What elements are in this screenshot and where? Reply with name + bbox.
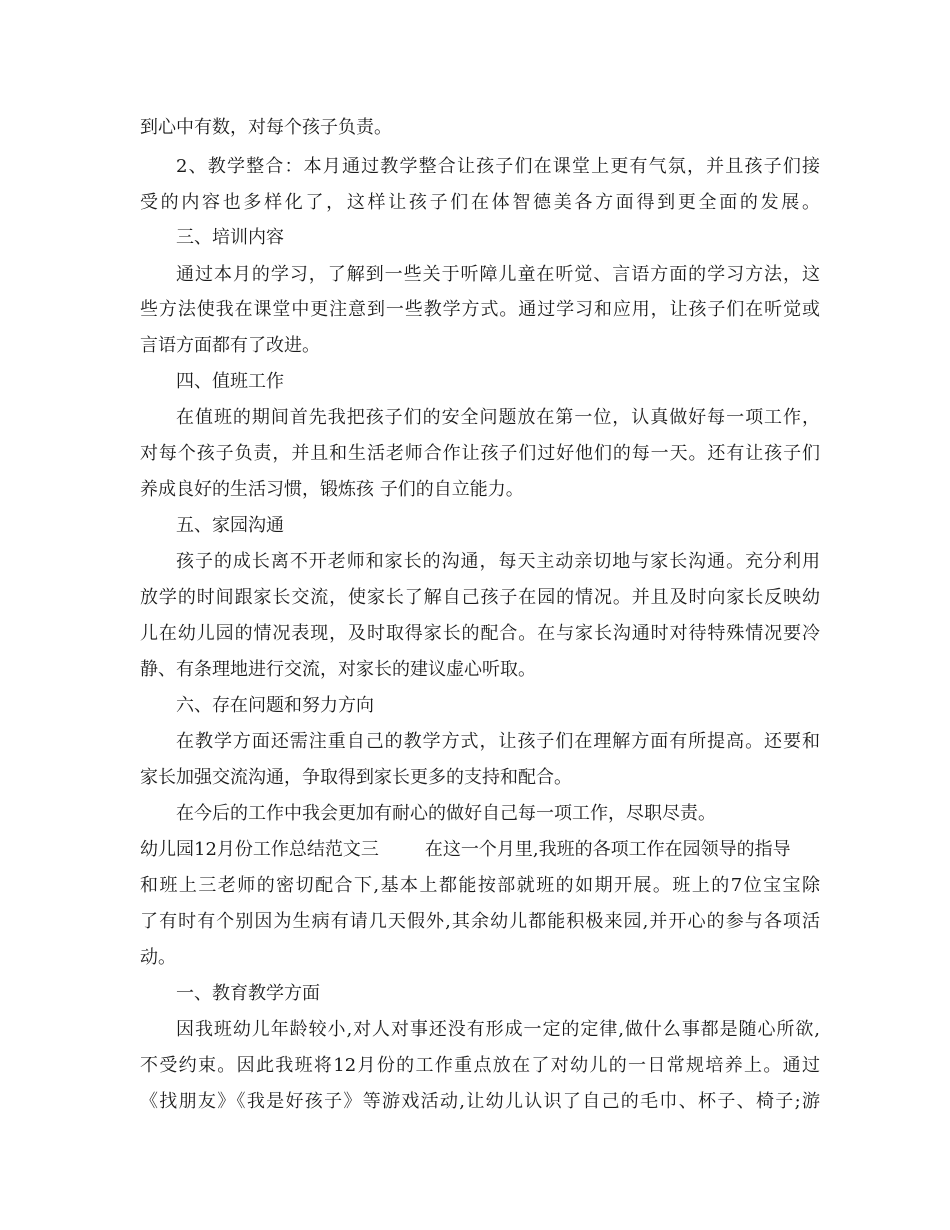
article-intro: 在这一个月里,我班的各项工作在园领导的指导: [424, 839, 791, 860]
body-text-line: 言语方面都有了改进。: [140, 335, 320, 356]
body-text-line: 因我班幼儿年龄较小,对人对事还没有形成一定的定律,做什么事都是随心所欲,: [176, 1019, 820, 1040]
body-text-line: 《找朋友》《我是好孩子》等游戏活动,让幼儿认识了自己的毛巾、杯子、椅子;游: [140, 1091, 820, 1112]
body-text-line: 在今后的工作中我会更加有耐心的做好自己每一项工作，尽职尽责。: [176, 803, 716, 824]
body-text-line: 到心中有数，对每个孩子负责。: [140, 117, 392, 138]
section-heading: 六、存在问题和努力方向: [176, 695, 374, 716]
body-text-line: 静、有条理地进行交流，对家长的建议虚心听取。: [140, 659, 536, 680]
body-text-line: 动。: [140, 947, 176, 968]
body-text-line: 在值班的期间首先我把孩子们的安全问题放在第一位，认真做好每一项工作，: [176, 407, 820, 428]
body-text-line: 家长加强交流沟通，争取得到家长更多的支持和配合。: [140, 767, 572, 788]
body-text-line: 不受约束。因此我班将12月份的工作重点放在了对幼儿的一日常规培养上。通过: [140, 1055, 820, 1076]
body-text-line: 孩子的成长离不开老师和家长的沟通，每天主动亲切地与家长沟通。充分利用: [176, 551, 820, 572]
article-title: 幼儿园12月份工作总结范文三: [140, 839, 379, 860]
section-heading: 四、值班工作: [176, 371, 284, 392]
article-title-line: [140, 837, 820, 863]
body-text-line: 和班上三老师的密切配合下,基本上都能按部就班的如期开展。班上的7位宝宝除: [140, 875, 820, 896]
body-text-line: 了有时有个别因为生病有请几天假外,其余幼儿都能积极来园,并开心的参与各项活: [140, 911, 820, 932]
body-text-line: 对每个孩子负责，并且和生活老师合作让孩子们过好他们的每一天。还有让孩子们: [140, 443, 820, 464]
body-text-line: 养成良好的生活习惯，锻炼孩 子们的自立能力。: [140, 479, 524, 500]
section-heading: 三、培训内容: [176, 227, 284, 248]
body-text-line: 些方法使我在课堂中更注意到一些教学方式。通过学习和应用，让孩子们在听觉或: [140, 299, 820, 320]
section-heading: 一、教育教学方面: [176, 983, 320, 1004]
body-text-line: 通过本月的学习，了解到一些关于听障儿童在听觉、言语方面的学习方法，这: [176, 264, 820, 285]
body-text-line: 在教学方面还需注重自己的教学方式，让孩子们在理解方面有所提高。还要和: [176, 731, 820, 752]
section-heading: 五、家园沟通: [176, 515, 284, 536]
body-text-line: 2、教学整合：本月通过教学整合让孩子们在课堂上更有气氛，并且孩子们接: [176, 156, 820, 177]
body-text-line: 儿在幼儿园的情况表现，及时取得家长的配合。在与家长沟通时对待特殊情况要冷: [140, 623, 820, 644]
body-text-line: 受的内容也多样化了，这样让孩子们在体智德美各方面得到更全面的发展。: [140, 192, 820, 213]
body-text-line: 放学的时间跟家长交流，使家长了解自己孩子在园的情况。并且及时向家长反映幼: [140, 587, 820, 608]
